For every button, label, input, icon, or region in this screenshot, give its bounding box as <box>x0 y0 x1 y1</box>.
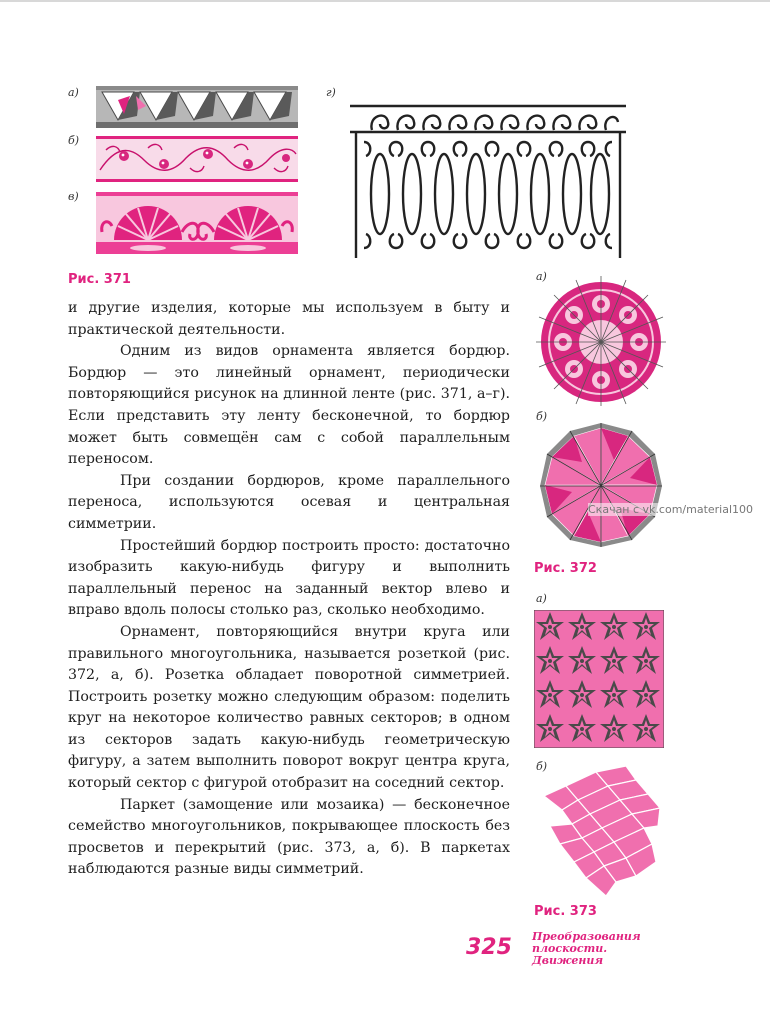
section-title-line-1: Преобразования <box>532 930 641 943</box>
section-title-line-3: Движения <box>532 954 604 967</box>
border-triangles-image <box>96 86 298 128</box>
border-floral-image <box>96 136 298 182</box>
section-title <box>532 931 672 967</box>
watermark-text: Скачан с vk.com/material100 <box>588 503 754 516</box>
fig371-label-v: в) <box>68 190 79 203</box>
fig371-label-b: б) <box>68 134 80 147</box>
paragraph-3: При создании бордюров, кроме параллельного переноса, используются осевая и центральная симметрии. <box>68 472 510 532</box>
main-text <box>68 298 510 881</box>
page-number: 325 <box>466 935 512 960</box>
fig373-label-b: б) <box>536 760 548 773</box>
parquet-pattern-image <box>534 610 664 748</box>
top-border-line <box>0 0 770 2</box>
paragraph-2: Одним из видов орнамента является бордюр. Бордюр — это линейный орнамент, периодически повторяющийся рисунок на длинной ленте (рис. 371, а–г). Если представить эту ленту бесконечной, то бордюр может быть совмещён сам с собой параллельным переносом. <box>68 343 510 468</box>
fig372-label-b: б) <box>536 410 548 423</box>
fig372-caption: Рис. 372 <box>534 561 597 576</box>
fig371-label-a: а) <box>68 86 79 99</box>
rosette-circle-image <box>536 274 666 406</box>
border-palmette-image <box>96 192 298 254</box>
fig373-caption: Рис. 373 <box>534 904 597 919</box>
fig371-label-g: г) <box>326 86 336 99</box>
paragraph-4: Простейший бордюр построить просто: достаточно изобразить какую-нибудь фигуру и выполнить параллельный перенос на заданный вектор влево и вправо вдоль полосы столько раз, сколько необходимо. <box>68 537 510 619</box>
tessellation-image <box>536 766 664 898</box>
fig371-caption: Рис. 371 <box>68 272 131 287</box>
section-title-line-2: плоскости. <box>532 942 608 955</box>
fig373-label-a: а) <box>536 592 547 605</box>
paragraph-1: и другие изделия, которые мы используем в быту и практической деятельности. <box>68 300 510 338</box>
border-fence-image <box>350 102 626 258</box>
fig372-label-a: а) <box>536 270 547 283</box>
paragraph-5: Орнамент, повторяющийся внутри круга или правильного многоугольника, называется розеткой (рис. 372, а, б). Розетка обладает поворотной симметрией. Построить розетку можно следующим образом: поделить круг на некоторое количество равных секторов; в одном из секторов задать какую-нибудь геометрическую фигуру, а затем выполнить поворот вокруг центра круга, который сектор с фигурой отобразит на соседний сектор. <box>68 623 510 792</box>
rosette-polygon-image <box>538 420 664 550</box>
paragraph-6: Паркет (замощение или мозаика) — бесконечное семейство многоугольников, покрывающее плоскость без просветов и перекрытий (рис. 373, а, б). В паркетах наблюдаются разные виды симметрий. <box>68 796 510 878</box>
